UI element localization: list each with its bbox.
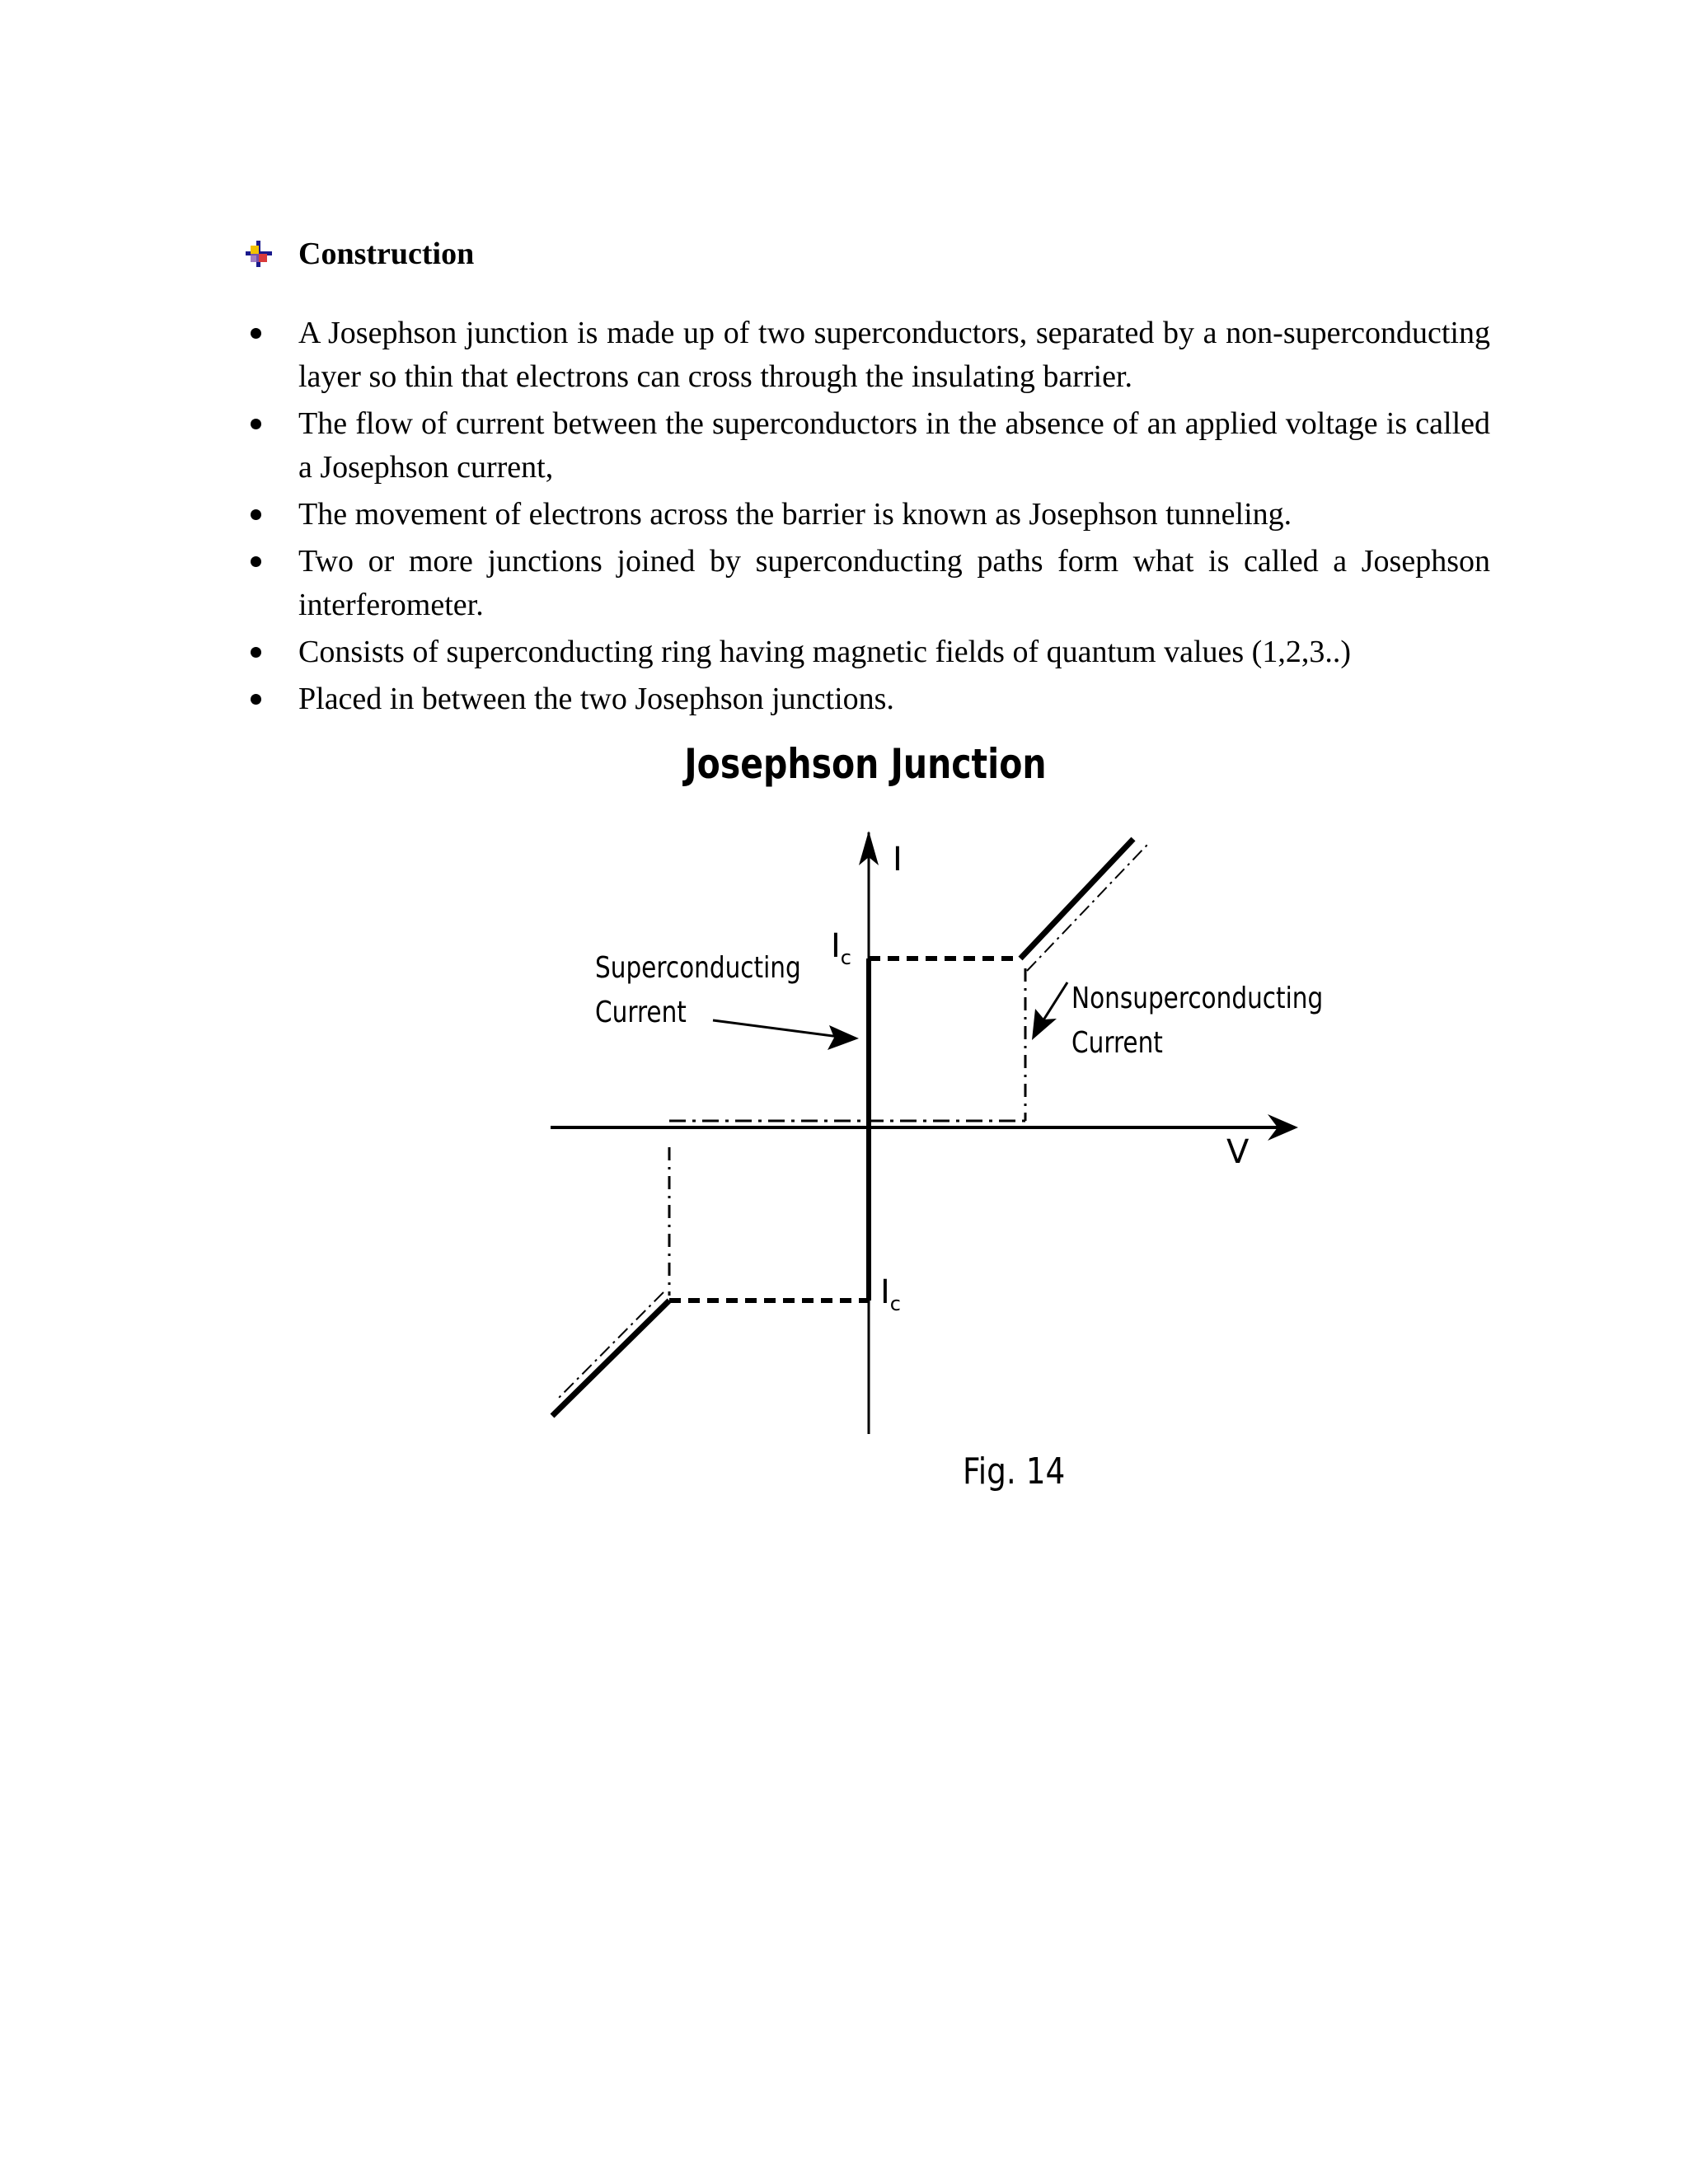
- list-item: The flow of current between the superconductors in the absence of an applied voltage is called a Josephson current,: [244, 402, 1490, 490]
- figure-caption: Fig. 14: [963, 1451, 1066, 1493]
- figure-title: Josephson Junction: [684, 740, 1047, 788]
- nonsuperconducting-pointer: [1040, 982, 1067, 1025]
- superconducting-current-label: Superconducting Current: [595, 951, 801, 1029]
- resistive-branch-lower: [552, 1301, 669, 1416]
- nonsuperconducting-current-label: Nonsuperconducting Current: [1071, 982, 1324, 1060]
- list-item: Two or more junctions joined by superconducting paths form what is called a Josephson interferometer.: [244, 540, 1490, 627]
- v-axis-label: V: [1226, 1133, 1250, 1171]
- list-item: A Josephson junction is made up of two superconductors, separated by a non-superconducting layer so thin that electrons can cross through the insulating barrier.: [244, 312, 1490, 399]
- ic-positive-label: $I_c$: [831, 927, 851, 969]
- iv-characteristic-diagram: [528, 725, 1335, 1516]
- ic-negative-label: $I_c$: [880, 1273, 901, 1315]
- list-item: Consists of superconducting ring having magnetic fields of quantum values (1,2,3..): [244, 630, 1490, 674]
- list-item: Placed in between the two Josephson junctions.: [244, 677, 1490, 721]
- trace-lower-dashdot: [557, 1292, 663, 1399]
- section-title: Construction: [298, 237, 475, 271]
- i-axis-label: I: [893, 841, 903, 879]
- josephson-junction-figure: [528, 725, 1335, 1516]
- list-item: The movement of electrons across the barrier is known as Josephson tunneling.: [244, 493, 1490, 537]
- resistive-branch-upper: [1020, 839, 1133, 958]
- bullet-list: [244, 312, 1490, 724]
- section-heading: [244, 236, 474, 272]
- nonsuperconducting-pointer-head: [1032, 1009, 1057, 1040]
- pushpin-icon: [244, 239, 274, 269]
- superconducting-pointer-head: [828, 1025, 859, 1050]
- trace-upper-dashdot: [1027, 845, 1147, 971]
